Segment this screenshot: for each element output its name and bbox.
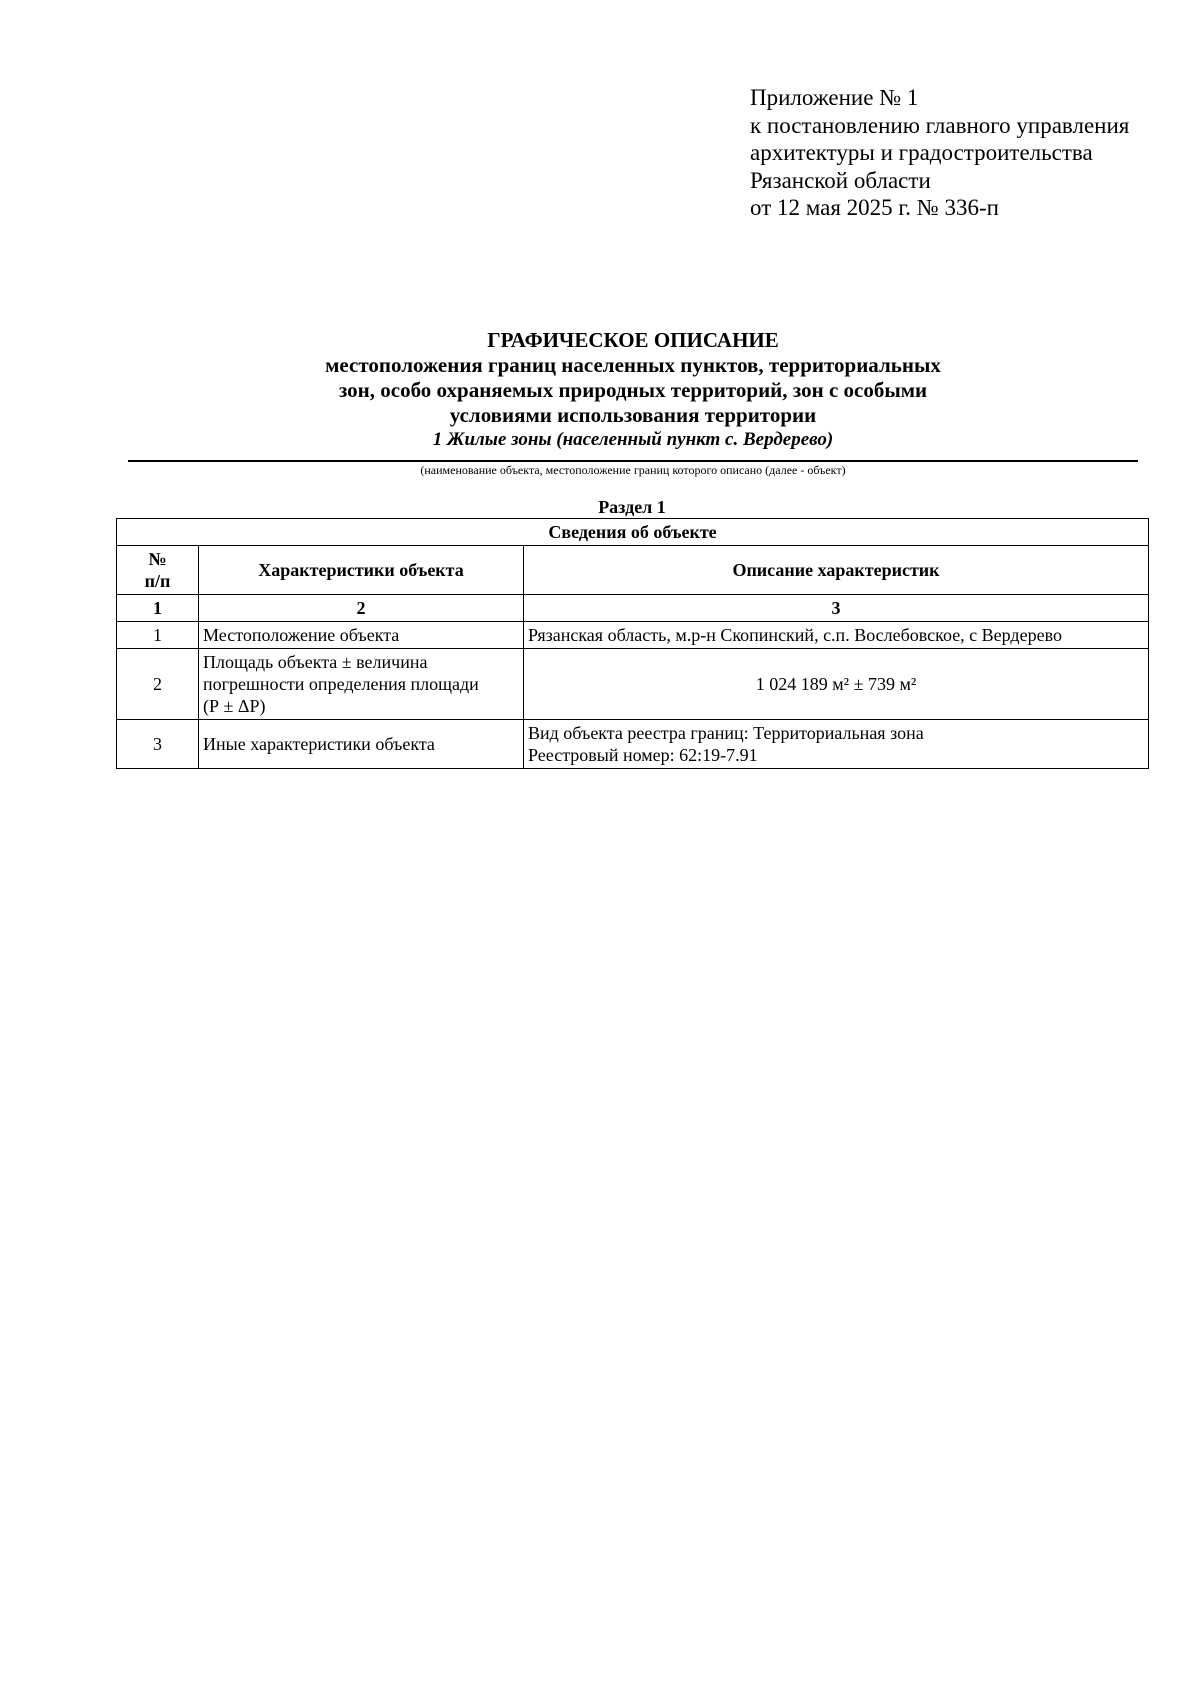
cell-line: Местоположение объекта (203, 625, 400, 645)
document-title-block (128, 328, 1138, 451)
appendix-block (750, 84, 1129, 222)
header-number-line2: п/п (144, 571, 171, 591)
appendix-line: архитектуры и градостроительства (750, 140, 1093, 165)
table-row (117, 649, 1149, 720)
cell-line: 1 024 189 м² ± 739 м² (755, 674, 917, 694)
row-number: 2 (117, 649, 199, 720)
object-info-table (116, 518, 1149, 769)
row-description (524, 649, 1149, 720)
document-title: ГРАФИЧЕСКОЕ ОПИСАНИЕ (487, 328, 779, 352)
row-description (524, 622, 1149, 649)
object-name-caption: (наименование объекта, местоположение границ которого описано (далее - объект) (420, 463, 846, 477)
header-characteristic: Характеристики объекта (199, 546, 524, 595)
table-header-row (117, 546, 1149, 595)
object-name: 1 Жилые зоны (населенный пункт с. Вердерево) (432, 429, 834, 450)
row-number: 1 (117, 622, 199, 649)
appendix-line: от 12 мая 2025 г. № 336-п (750, 195, 999, 220)
table-caption: Сведения об объекте (117, 519, 1149, 546)
column-number: 1 (117, 595, 199, 622)
header-number (117, 546, 199, 595)
cell-line: Вид объекта реестра границ: Территориальная зона (528, 723, 924, 743)
appendix-line: Рязанской области (750, 167, 931, 193)
row-number: 3 (117, 720, 199, 769)
row-description (524, 720, 1149, 769)
table-row (117, 720, 1149, 769)
appendix-line: Приложение № 1 (750, 85, 919, 110)
row-characteristic (199, 720, 524, 769)
cell-line: Рязанская область, м.р-н Скопинский, с.п. Вослебовское, с Вердерево (528, 625, 1062, 645)
cell-line: Реестровый номер: 62:19-7.91 (528, 745, 758, 765)
appendix-line: к постановлению главного управления (750, 112, 1130, 138)
cell-line: Площадь объекта ± величина (203, 652, 428, 672)
row-characteristic (199, 622, 524, 649)
section-title: Раздел 1 (598, 497, 666, 517)
column-number: 3 (524, 595, 1149, 622)
document-subtitle-line: условиями использования территории (449, 403, 817, 427)
document-subtitle-line: зон, особо охраняемых природных территорий, зон с особыми (338, 378, 928, 402)
document-subtitle-line: местоположения границ населенных пунктов, территориальных (325, 353, 941, 377)
column-number: 2 (199, 595, 524, 622)
table-caption-row (117, 519, 1149, 546)
header-description: Описание характеристик (524, 546, 1149, 595)
cell-line: погрешности определения площади (203, 674, 479, 694)
cell-line: Иные характеристики объекта (203, 734, 435, 754)
cell-line: (Р ± ΔР) (203, 696, 266, 716)
header-number-line1: № (148, 549, 167, 569)
row-characteristic (199, 649, 524, 720)
table-row (117, 622, 1149, 649)
column-number-row (117, 595, 1149, 622)
